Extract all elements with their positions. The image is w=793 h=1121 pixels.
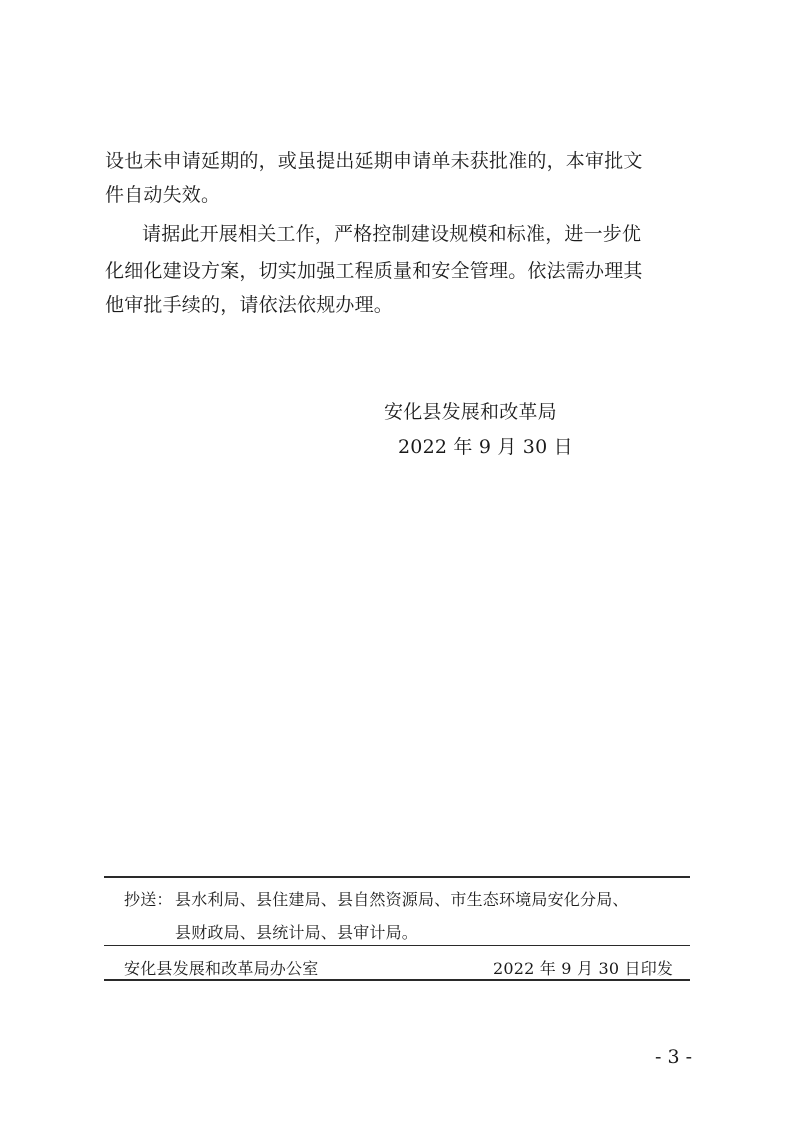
body-paragraph-line: 化细化建设方案，切实加强工程质量和安全管理。依法需办理其 (105, 260, 643, 282)
cc-label: 抄送： (124, 890, 173, 909)
footer-top-rule (104, 876, 690, 878)
footer-middle-rule (104, 945, 690, 946)
signature-org: 安化县发展和改革局 (384, 401, 557, 423)
cc-recipients-line: 县财政局、县统计局、县审计局。 (175, 923, 419, 942)
footer-bottom-rule (104, 979, 690, 981)
body-paragraph-line: 设也未申请延期的，或虽提出延期申请单未获批准的，本审批文 (105, 150, 643, 172)
cc-recipients-line: 县水利局、县住建局、县自然资源局、市生态环境局安化分局、 (175, 890, 629, 909)
print-date: 2022 年 9 月 30 日印发 (493, 959, 674, 978)
issuer-office: 安化县发展和改革局办公室 (124, 959, 319, 978)
body-paragraph-line: 请据此开展相关工作，严格控制建设规模和标准，进一步优 (142, 223, 642, 245)
body-paragraph-line: 件自动失效。 (105, 184, 221, 206)
body-paragraph-line: 他审批手续的，请依法依规办理。 (105, 294, 394, 316)
page-number: - 3 - (655, 1046, 693, 1068)
signature-date: 2022 年 9 月 30 日 (398, 436, 573, 458)
